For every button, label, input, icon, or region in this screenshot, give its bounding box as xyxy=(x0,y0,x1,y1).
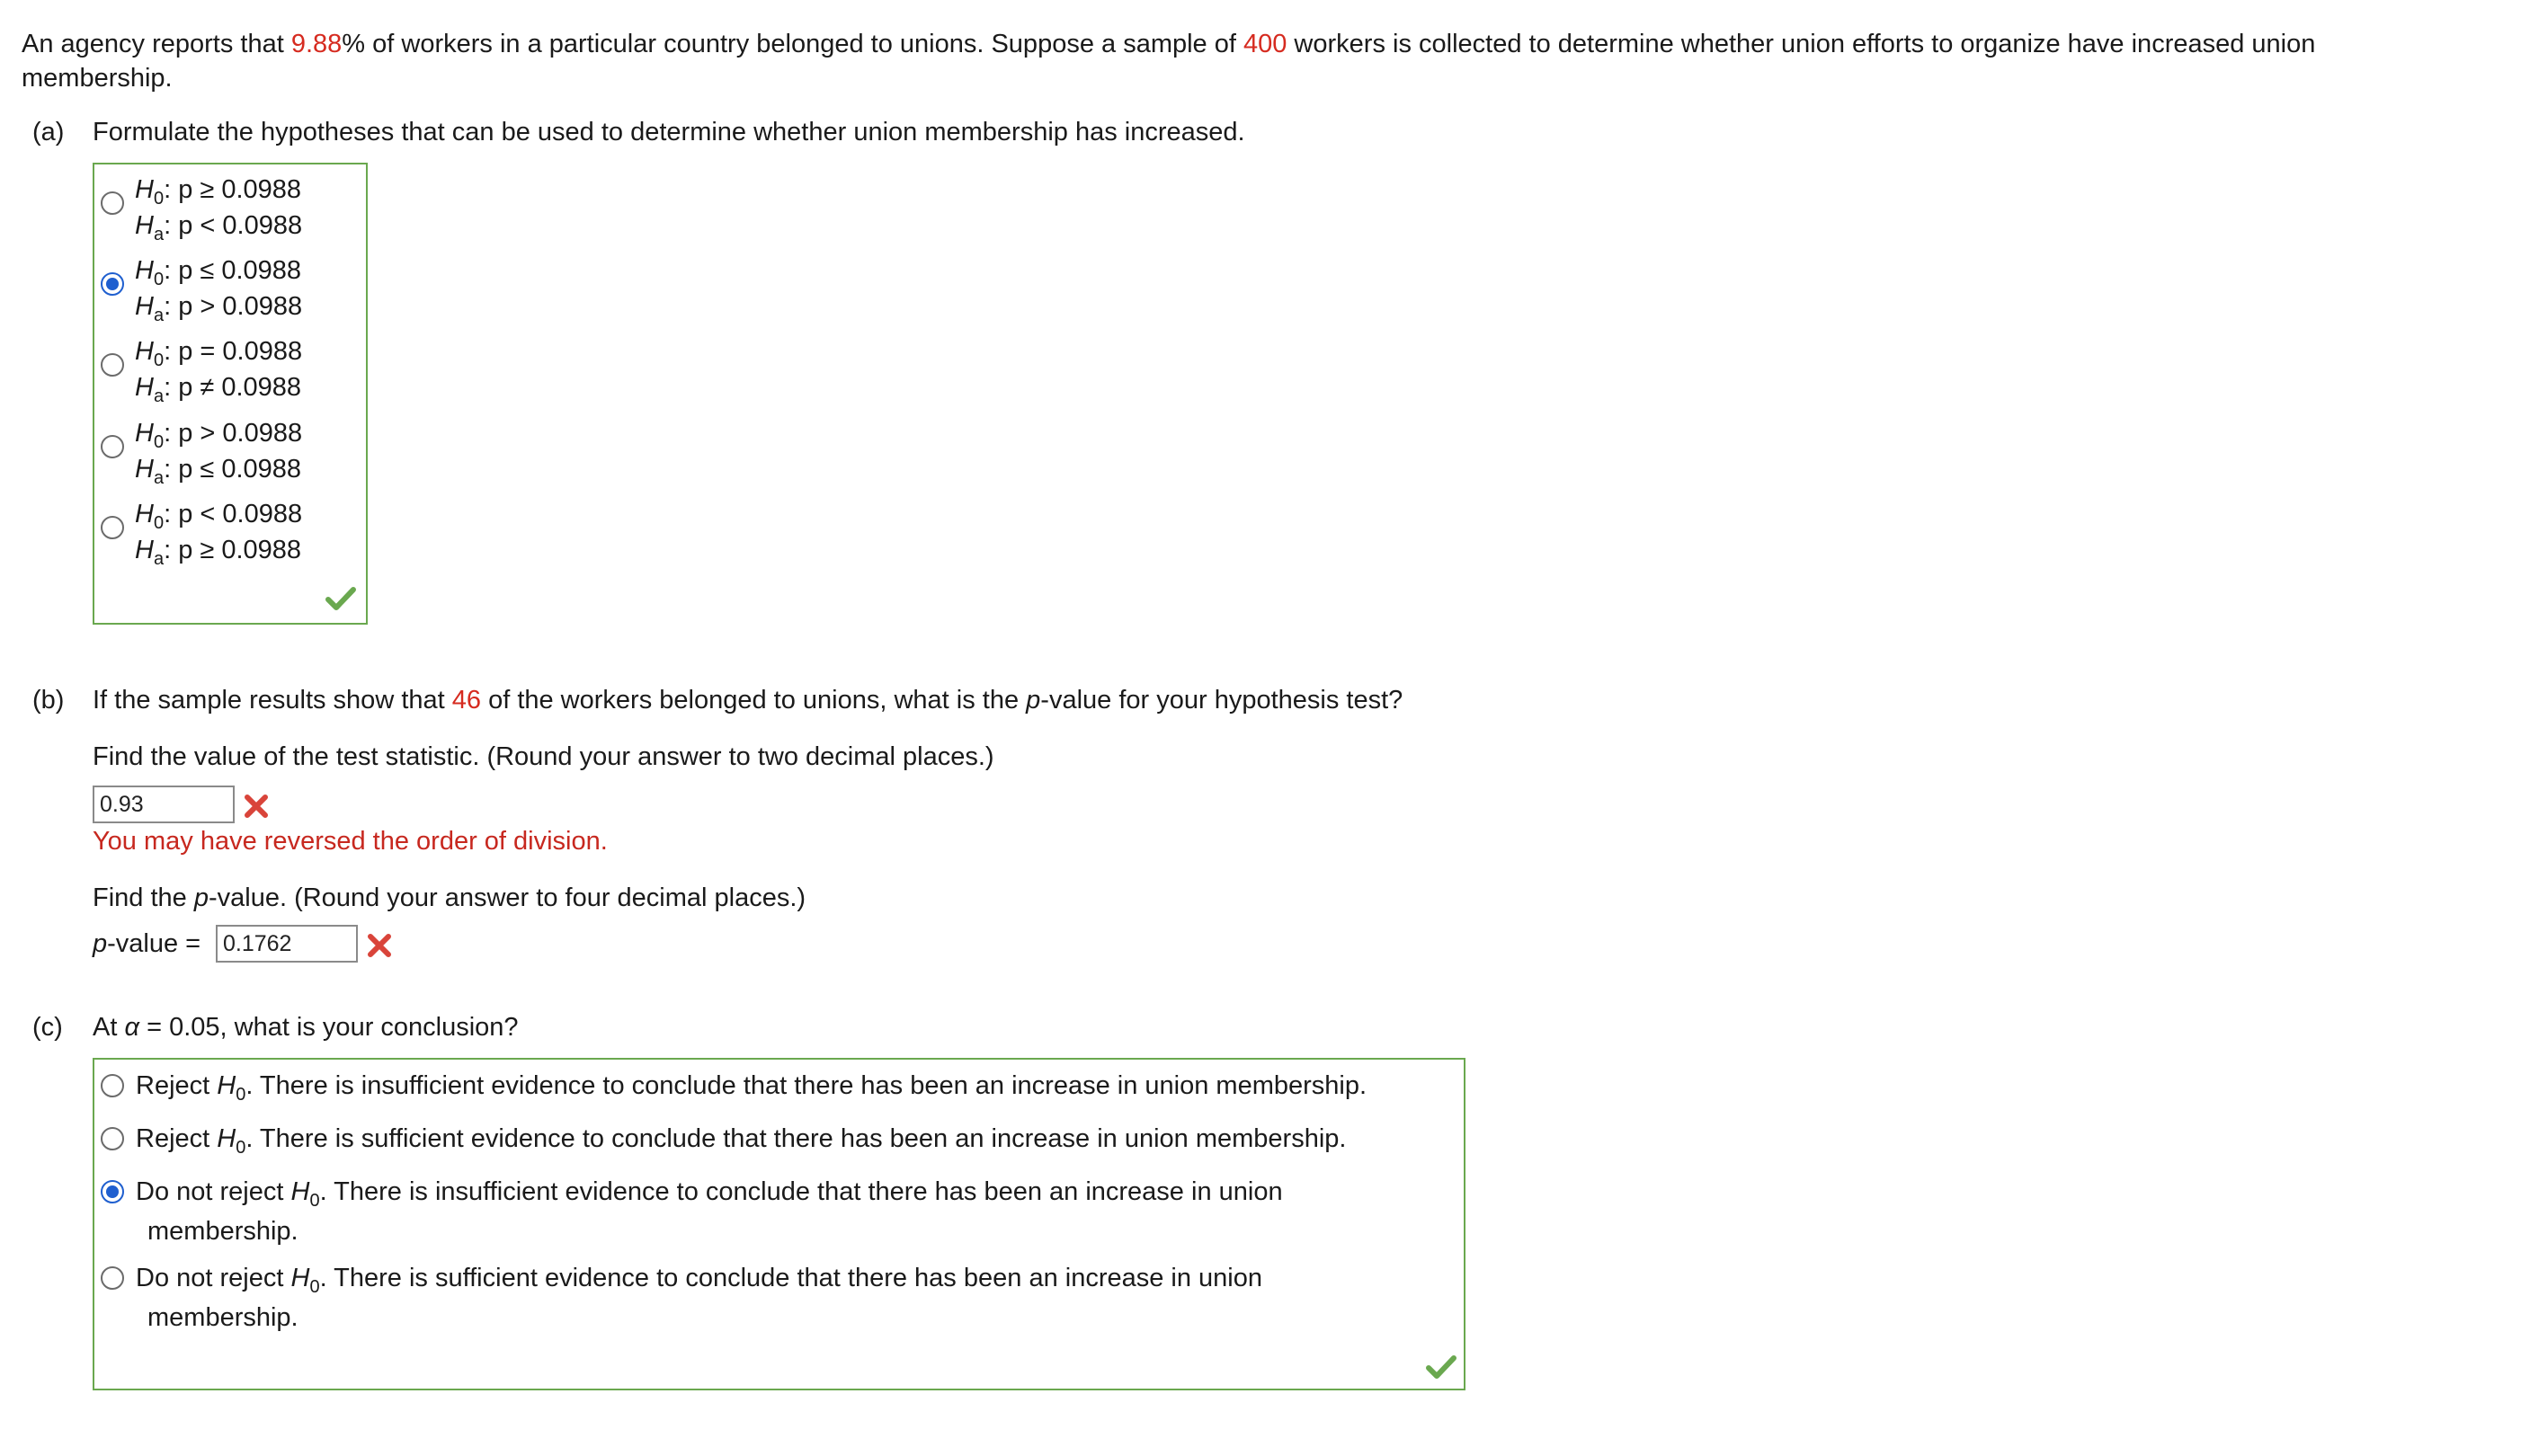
part-b-text: If the sample results show that xyxy=(93,686,452,715)
test-statistic-feedback: You may have reversed the order of division. xyxy=(93,827,608,856)
intro-text: An agency reports that xyxy=(22,30,291,58)
null-hypothesis: $H_0$: p < 0.0988 xyxy=(135,500,303,533)
hypothesis-radio-1[interactable] xyxy=(101,191,124,215)
alternative-hypothesis: $H_a$: p ≥ 0.0988 xyxy=(135,536,302,569)
alternative-hypothesis: $H_a$: p ≠ 0.0988 xyxy=(135,373,302,406)
correct-check-icon xyxy=(325,586,356,611)
p-value-instruction-p: p xyxy=(193,883,209,912)
incorrect-x-icon xyxy=(243,793,270,820)
conclusion-option-3-continued: membership. xyxy=(147,1217,298,1246)
part-c-text: = 0.05, what is your conclusion? xyxy=(139,1013,519,1042)
null-hypothesis: $H_0$: p > 0.0988 xyxy=(135,419,303,452)
part-b-letter: (b) xyxy=(32,686,65,715)
p-value-instruction-text: -value. (Round your answer to four decimal places.) xyxy=(208,883,806,912)
conclusion-option-2: Reject $H_0$. There is sufficient evidence to conclude that there has been an increase in union membership. xyxy=(136,1124,1347,1158)
conclusion-option-4: Do not reject $H_0$. There is sufficient evidence to conclude that there has been an increase in union xyxy=(136,1264,1263,1297)
conclusion-option-3: Do not reject $H_0$. There is insufficient evidence to conclude that there has been an increase in union xyxy=(136,1177,1283,1211)
conclusion-option-4-continued: membership. xyxy=(147,1303,298,1332)
p-value-label-p: p xyxy=(93,929,108,958)
part-b-text: -value for your hypothesis test? xyxy=(1040,686,1403,715)
hypothesis-radio-2[interactable] xyxy=(101,272,124,296)
conclusion-option-1: Reject $H_0$. There is insufficient evidence to conclude that there has been an increase in union membership. xyxy=(136,1071,1367,1105)
hypothesis-radio-5[interactable] xyxy=(101,516,124,539)
hypothesis-option-2 xyxy=(135,254,302,326)
p-value-label-text: -value = xyxy=(107,929,201,958)
null-hypothesis: $H_0$: p = 0.0988 xyxy=(135,337,303,370)
conclusion-radio-3[interactable] xyxy=(101,1180,124,1203)
conclusion-radio-2[interactable] xyxy=(101,1127,124,1150)
test-statistic-input[interactable]: 0.93 xyxy=(93,786,235,823)
hypothesis-option-4 xyxy=(135,417,302,489)
null-hypothesis: $H_0$: p ≥ 0.0988 xyxy=(135,175,302,209)
null-hypothesis: $H_0$: p ≤ 0.0988 xyxy=(135,256,302,289)
intro-percent: 9.88 xyxy=(290,30,343,58)
hypothesis-radio-3[interactable] xyxy=(101,353,124,377)
test-statistic-instruction: Find the value of the test statistic. (Round your answer to two decimal places.) xyxy=(93,742,994,771)
p-value-label xyxy=(93,927,200,961)
part-c-prompt xyxy=(32,1010,519,1044)
alternative-hypothesis: $H_a$: p ≤ 0.0988 xyxy=(135,455,302,488)
p-value-input[interactable]: 0.1762 xyxy=(216,925,358,963)
part-b-p: p xyxy=(1026,686,1041,715)
hypothesis-option-5 xyxy=(135,498,302,570)
hypothesis-option-1 xyxy=(135,173,302,245)
part-a-letter: (a) xyxy=(32,118,65,146)
part-a-prompt xyxy=(32,115,1245,149)
part-a-prompt-text: Formulate the hypotheses that can be used to determine whether union membership has increased. xyxy=(93,118,1245,146)
part-c-text: At xyxy=(93,1013,125,1042)
p-value-instruction-text: Find the xyxy=(93,883,194,912)
alternative-hypothesis: $H_a$: p < 0.0988 xyxy=(135,211,303,244)
conclusion-radio-4[interactable] xyxy=(101,1266,124,1290)
alternative-hypothesis: $H_a$: p > 0.0988 xyxy=(135,292,303,325)
hypothesis-option-3 xyxy=(135,335,302,407)
correct-check-icon xyxy=(1426,1354,1456,1380)
hypothesis-radio-4[interactable] xyxy=(101,435,124,458)
alpha-symbol: α xyxy=(124,1013,140,1042)
question-intro xyxy=(22,27,2449,95)
intro-sample-size: 400 xyxy=(1243,30,1287,58)
part-c-letter: (c) xyxy=(32,1013,63,1042)
conclusion-radio-1[interactable] xyxy=(101,1074,124,1097)
part-b-count: 46 xyxy=(451,686,482,715)
intro-text: % of workers in a particular country belonged to unions. Suppose a sample of xyxy=(342,30,1243,58)
incorrect-x-icon xyxy=(366,932,393,959)
part-b-text: of the workers belonged to unions, what is the xyxy=(481,686,1027,715)
p-value-instruction xyxy=(93,881,806,915)
part-b-prompt xyxy=(32,683,1403,717)
intro-text: workers is collected to determine whether union efforts to organize have increased union membership. xyxy=(22,30,2316,93)
